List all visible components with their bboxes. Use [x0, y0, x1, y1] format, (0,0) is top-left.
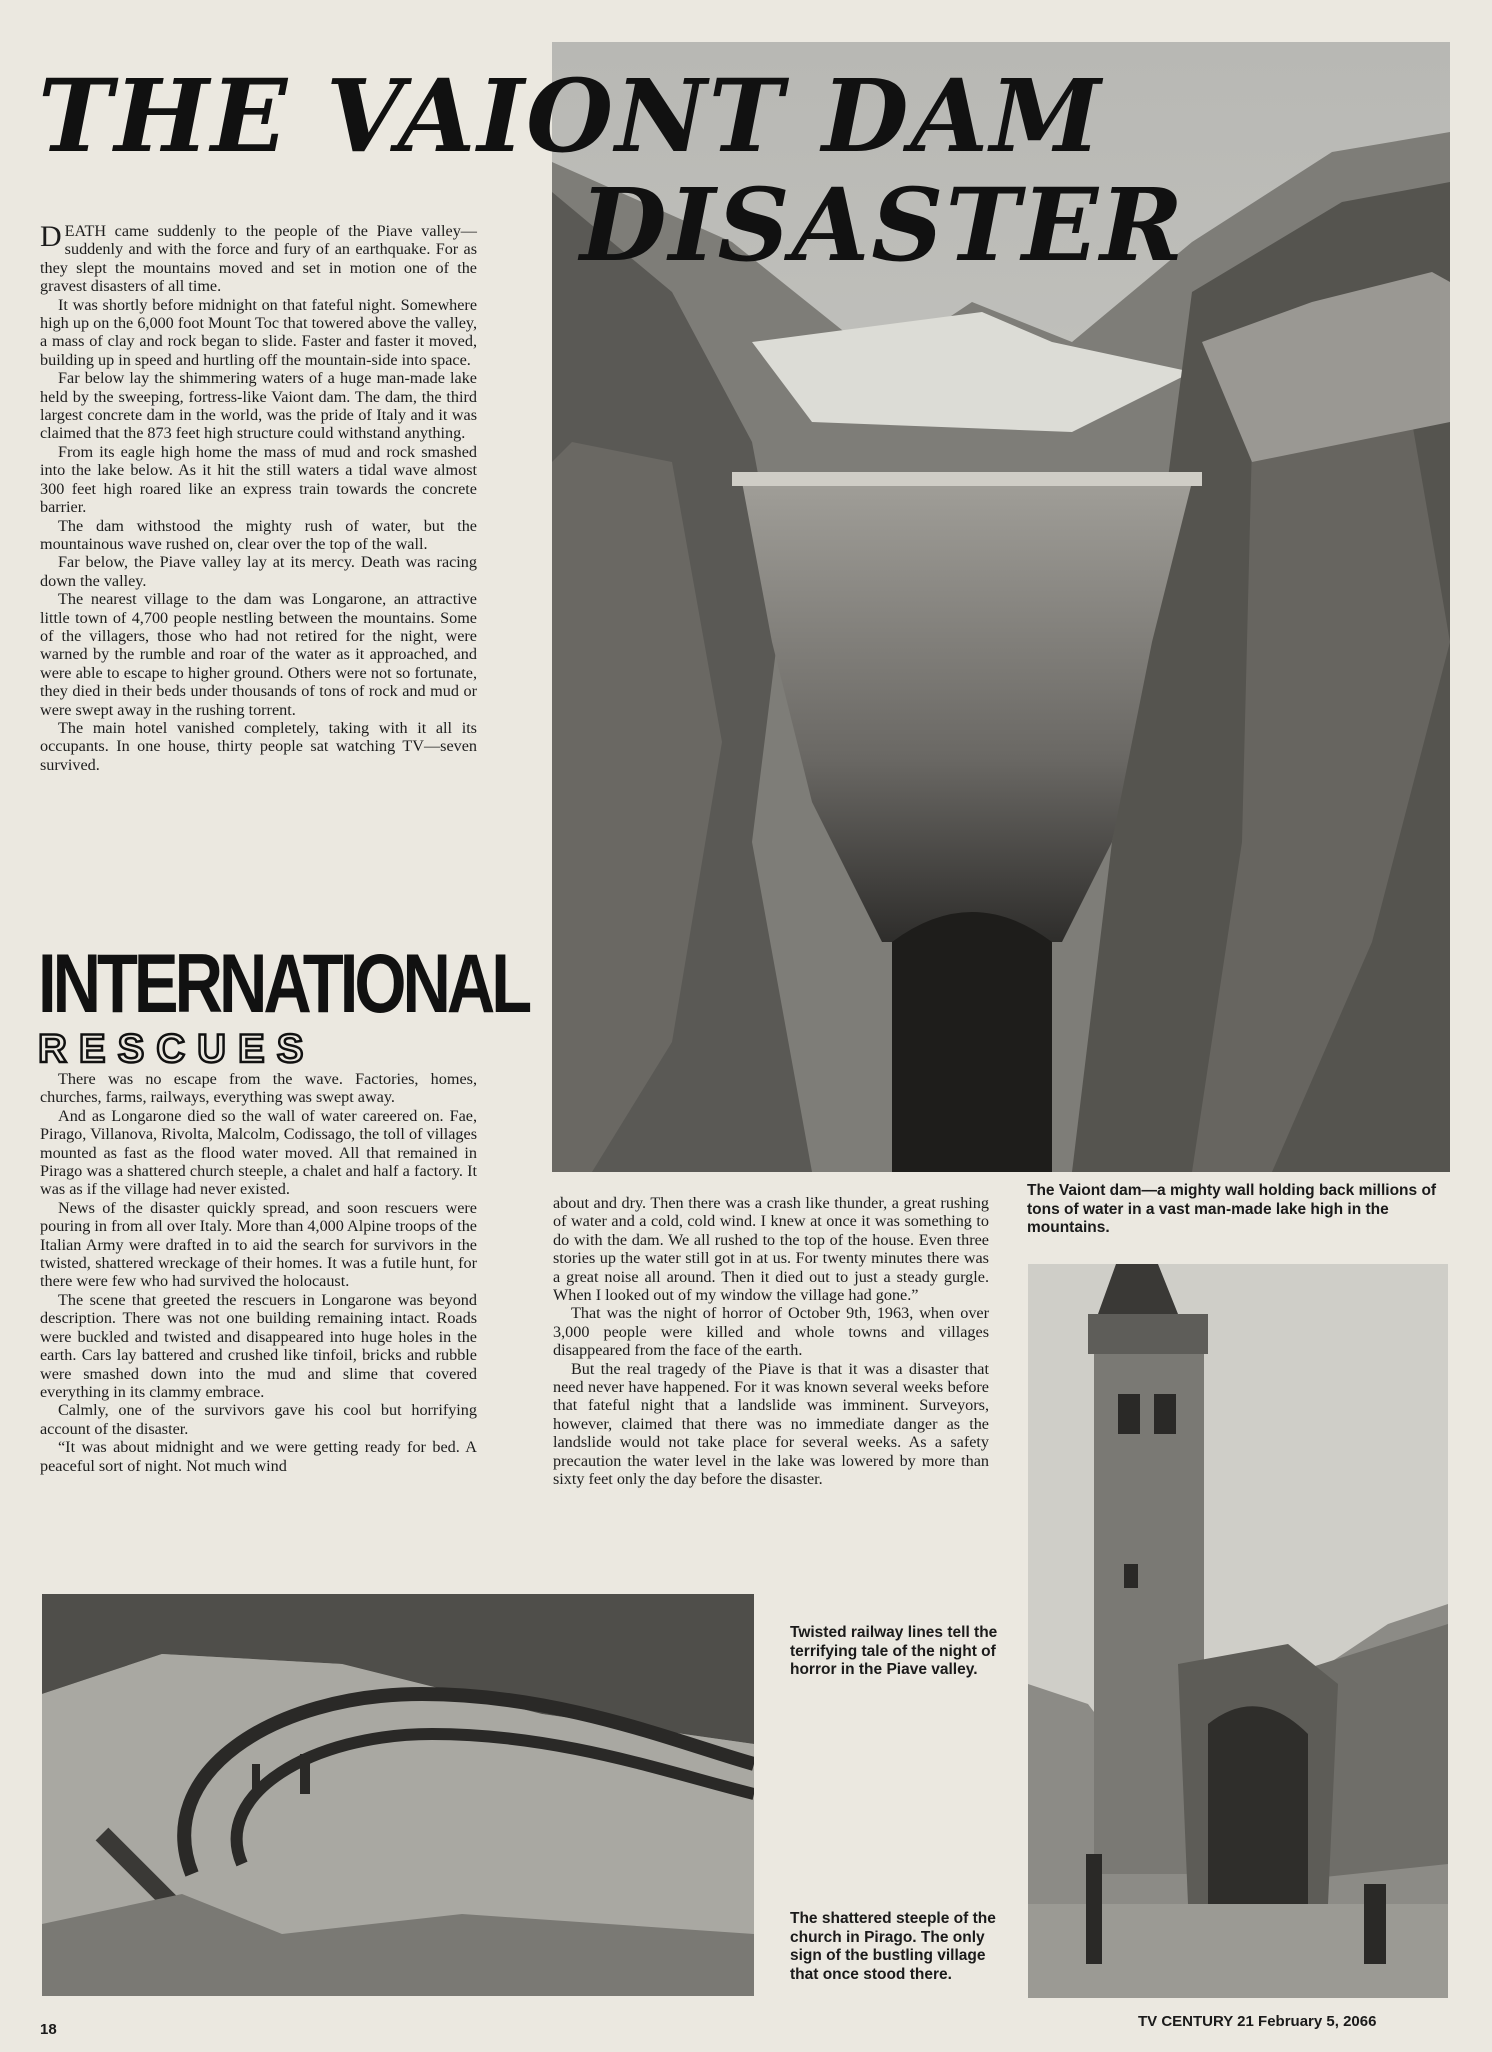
intro-paragraph: It was shortly before midnight on that fateful night. Somewhere high up on the 6,000 foot Mount Toc that towered above the valley, a mass of clay and rock began to slide. Faster and faster it moved, building up in speed and hurtling off the mountain-side into space. [40, 295, 477, 369]
steeple-caption: The shattered steeple of the church in Pirago. The only sign of the bustling village that once stood there. [790, 1910, 996, 1983]
rescues-paragraph: The scene that greeted the rescuers in Longarone was beyond description. There was not one building remaining intact. Roads were buckled and twisted and disappeared into huge holes in the earth. Cars lay battered and crushed like tinfoil, bricks and rubble were smashed down into the mud and slime that covered everything in its clammy embrace. [40, 1290, 477, 1401]
middle-paragraph: But the real tragedy of the Piave is that it was a disaster that need never have happened. For it was known several weeks before that fateful night that a landslide was imminent. Surveyors, however, claimed that there was no immediate danger as the landslide would not take place for several weeks. As a safety precaution the water level in the lake was lowered by more than sixty feet only the day before the disaster. [553, 1359, 989, 1489]
rescues-paragraph: And as Longarone died so the wall of water careered on. Fae, Pirago, Villanova, Rivolta, Malcolm, Codissago, the toll of villages mounted as fast as the flood water moved. All that remained in Pirago was a shattered church steeple, a chalet and half a factory. It was as if the village had never existed. [40, 1106, 477, 1199]
intro-paragraph: DEATH came suddenly to the people of the Piave valley—suddenly and with the force and fury of an earthquake. For as they slept the mountains moved and set in motion one of the gravest disasters of all time. [40, 220, 477, 296]
rescues-paragraph: News of the disaster quickly spread, and soon rescuers were pouring in from all over Italy. More than 4,000 Alpine troops of the Italian Army were drafted in to aid the search for survivors in the twisted, shattered wreckage of their homes. It was a futile hunt, for there were few who had survived the holocaust. [40, 1198, 477, 1291]
intro-paragraph: Far below lay the shimmering waters of a huge man-made lake held by the sweeping, fortress-like Vaiont dam. The dam, the third largest concrete dam in the world, was the pride of Italy and it was claimed that the 873 feet high structure could withstand anything. [40, 369, 477, 443]
section-heading-line2: RESCUES [38, 1027, 316, 1071]
headline-line2: DISASTER [580, 166, 1186, 284]
middle-paragraph: about and dry. Then there was a crash like thunder, a great rushing of water and a cold, cold wind. I knew at once it was something to do with the dam. We all rushed to the top of the house. Even three stories up the water still got in at us. For twenty minutes there was a great noise all around. Then it died out to just a steady gurgle. When I looked out of my window the village had gone.” [553, 1194, 989, 1305]
publication-line: TV CENTURY 21 February 5, 2066 [1138, 2013, 1377, 2030]
page-number: 18 [40, 2021, 57, 2038]
church-photo [1028, 1264, 1448, 1998]
intro-paragraph: Far below, the Piave valley lay at its mercy. Death was racing down the valley. [40, 553, 477, 590]
rescues-paragraph: There was no escape from the wave. Factories, homes, churches, farms, railways, everything was swept away. [40, 1070, 477, 1107]
intro-paragraph: The main hotel vanished completely, taking with it all its occupants. In one house, thirty people sat watching TV—seven survived. [40, 718, 477, 774]
intro-column [40, 222, 477, 774]
section-heading-line1: INTERNATIONAL [38, 937, 529, 1031]
headline-line1: THE VAIONT DAM [38, 57, 1103, 175]
intro-paragraph: From its eagle high home the mass of mud and rock smashed into the lake below. As it hit the still waters a tidal wave almost 300 feet high roared like an express train towards the concrete barrier. [40, 442, 477, 517]
intro-paragraph: The nearest village to the dam was Longarone, an attractive little town of 4,700 people nestling between the mountains. Some of the villagers, those who had not retired for the night, were warned by the rumble and roar of the water as it approached, and were able to escape to higher ground. Others were not so fortunate, they died in their beds under thousands of tons of rock and mud or were swept away in the rushing torrent. [40, 590, 477, 719]
rescues-paragraph: Calmly, one of the survivors gave his cool but horrifying account of the disaster. [40, 1401, 477, 1438]
rescues-column [40, 1070, 477, 1475]
rescues-paragraph: “It was about midnight and we were getting ready for bed. A peaceful sort of night. Not much wind [40, 1438, 477, 1475]
railway-caption: Twisted railway lines tell the terrifying tale of the night of horror in the Piave valley. [790, 1624, 998, 1678]
middle-paragraph: That was the night of horror of October 9th, 1963, when over 3,000 people were killed and whole towns and villages disappeared from the face of the earth. [553, 1304, 989, 1360]
section-heading [38, 937, 529, 1071]
intro-paragraph: The dam withstood the mighty rush of water, but the mountainous wave rushed on, clear over the top of the wall. [40, 516, 477, 553]
middle-column [553, 1194, 989, 1489]
dropcap: D [40, 220, 62, 253]
railway-photo [42, 1594, 754, 1996]
dam-caption: The Vaiont dam—a mighty wall holding back millions of tons of water in a vast man-made lake high in the mountains. [1027, 1182, 1437, 1236]
